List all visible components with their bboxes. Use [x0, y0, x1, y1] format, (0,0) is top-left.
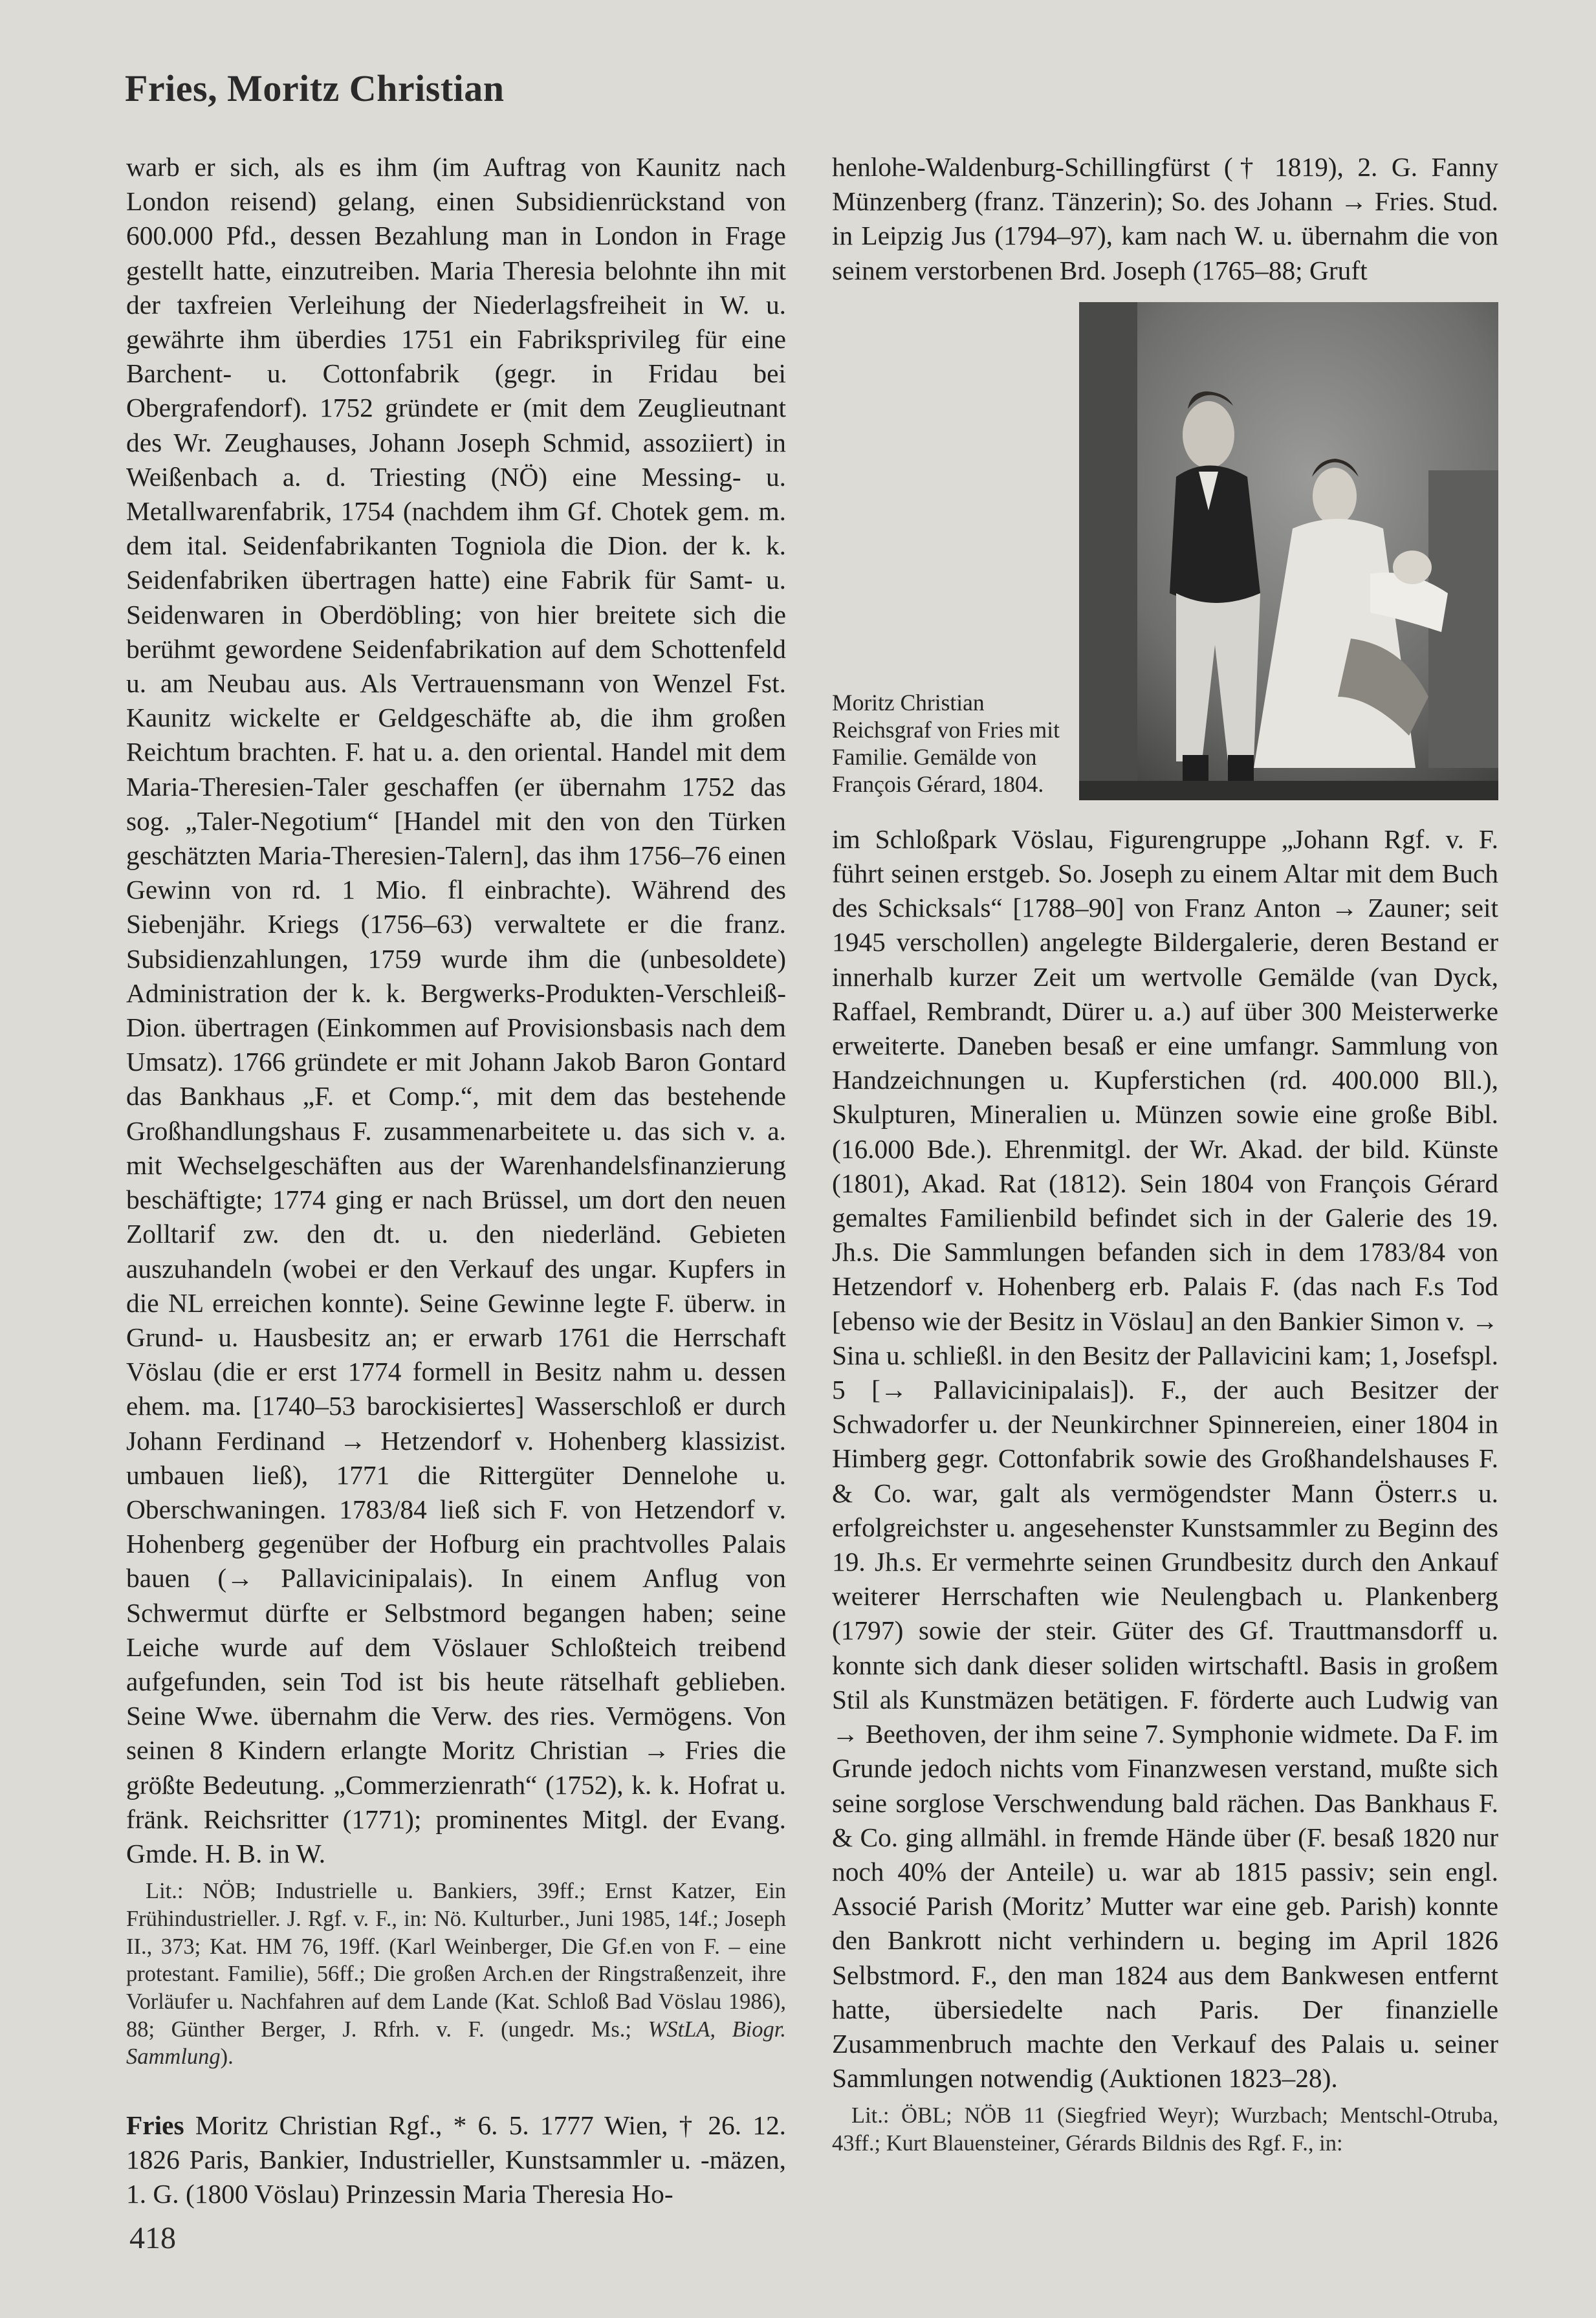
- literature-references-johann: [126, 1877, 786, 2071]
- right-column: [832, 150, 1498, 2158]
- entry-heading-moritz: [126, 2108, 786, 2212]
- article-body-johann: warb er sich, als es ihm (im Auftrag von Kaunitz nach London reisend) gelang, einen Subsidienrückstand von 600.000 Pfd., dessen Bezahlung man in London in Frage gestellt hatte, einzutreiben. Maria Theresia belohnte ihn mit der taxfreien Verleihung der Niederlagsfreiheit in W. u. gewährte ihm überdies 1751 ein Fabriksprivileg für eine Barchent- u. Cottonfabrik (gegr. in Fridau bei Obergrafendorf). 1752 gründete er (mit dem Zeuglieutnant des Wr. Zeughauses, Johann Joseph Schmid, assoziiert) in Weißenbach a. d. Triesting (NÖ) eine Messing- u. Metallwarenfabrik, 1754 (nachdem ihm Gf. Chotek gem. m. dem ital. Seidenfabrikanten Togniola die Dion. der k. k. Seidenfabriken übertragen hatte) eine Fabrik für Samt- u. Seidenwaren in Oberdöbling; von hier breitete sich die berühmt gewordene Seidenfabrikation auf dem Schottenfeld u. am Neubau aus. Als Vertrauensmann von Wenzel Fst. Kaunitz wickelte er Geldgeschäfte ab, die ihm großen Reichtum brachten. F. hat u. a. den oriental. Handel mit dem Maria-Theresien-Taler geschaffen (er übernahm 1752 das sog. „Taler-Negotium“ [Handel mit den von den Türken geschätzten Maria-Theresien-Talern], das ihm 1756–76 einen Gewinn von rd. 1 Mio. fl einbrachte). Während des Siebenjähr. Kriegs (1756–63) verwaltete er die franz. Subsidienzahlungen, 1759 wurde ihm die (unbesoldete) Administration der k. k. Bergwerks-Produkten-Verschleiß-Dion. übertragen (Einkommen auf Provisionsbasis nach dem Umsatz). 1766 gründete er mit Johann Jakob Baron Gontard das Bankhaus „F. et Comp.“, mit dem das bestehende Großhandlungshaus F. zusammenarbeitete u. das sich v. a. mit Wechselgeschäften aus der Warenhandelsfinanzierung beschäftigte; 1774 ging er nach Brüssel, um dort den neuen Zolltarif zw. den dt. u. den niederländ. Gebieten auszuhandeln (wobei er den Verkauf des ungar. Kupfers in die NL erreichen konnte). Seine Gewinne legte F. überw. in Grund- u. Hausbesitz an; er erwarb 1761 die Herrschaft Vöslau (die er erst 1774 formell in Besitz nahm u. dessen ehem. ma. [1740–53 barockisiertes] Wasserschloß er durch Johann Ferdinand → Hetzendorf v. Hohenberg klassizist. umbauen ließ), 1771 die Rittergüter Dennelohe u. Oberschwaningen. 1783/84 ließ sich F. von Hetzendorf v. Hohenberg gegenüber der Hofburg ein prachtvolles Palais bauen (→ Pallavicinipalais). In einem Anflug von Schwermut dürfte er Selbstmord begangen haben; seine Leiche wurde auf dem Vöslauer Schloßteich treibend aufgefunden, sein Tod ist bis heute rätselhaft geblieben. Seine Wwe. übernahm die Verw. des ries. Vermögens. Von seinen 8 Kindern erlangte Moritz Christian → Fries die größte Bedeutung. „Commerzienrath“ (1752), k. k. Hofrat u. fränk. Reichsritter (1771); prominentes Mitgl. der Evang. Gmde. H. B. in W.: [126, 152, 786, 1868]
- page-title: Fries, Moritz Christian: [125, 67, 505, 109]
- family-portrait-painting: [1079, 302, 1498, 800]
- entry-name: Fries: [126, 2110, 184, 2141]
- page-number: 418: [129, 2221, 176, 2255]
- literature-archive-source: WStLA, Biogr. Sammlung: [126, 2017, 786, 2070]
- literature-text: Lit.: NÖB; Industrielle u. Bankiers, 39ff.; Ernst Katzer, Ein Frühindustrieller. J. Rgf. v. F., in: Nö. Kulturber., Juni 1985, 14f.; Joseph II., 373; Kat. HM 76, 19ff. (Karl Weinberger, Die Gf.en von F. – eine protestant. Familie), 56ff.; Die großen Arch.en der Ringstraßenzeit, ihre Vorläufer u. Nachfahren auf dem Lande (Kat. Schloß Bad Vöslau 1986), 88; Günther Berger, J. Rfrh. v. F. (ungedr. Ms.;: [126, 1879, 786, 2042]
- literature-references-moritz: Lit.: ÖBL; NÖB 11 (Siegfried Weyr); Wurzbach; Mentschl-Otruba, 43ff.; Kurt Blauensteiner, Gérards Bildnis des Rgf. F., in:: [832, 2103, 1498, 2156]
- literature-end: ).: [220, 2044, 234, 2070]
- figure-caption: Moritz Christian Reichsgraf von Fries mit Familie. Gemälde von François Gérard, 1804.: [832, 689, 1060, 797]
- entry-text: Moritz Christian Rgf., * 6. 5. 1777 Wien, † 26. 12. 1826 Paris, Bankier, Industrieller, Kunstsammler u. -mäzen, 1. G. (1800 Vöslau) Prinzessin Maria Theresia Ho-: [126, 2110, 786, 2209]
- painting-image: [1079, 302, 1498, 800]
- article-body-moritz: im Schloßpark Vöslau, Figurengruppe „Johann Rgf. v. F. führt seinen erstgeb. So. Joseph zu einem Altar mit dem Buch des Schicksals“ [1788–90] von Franz Anton → Zauner; seit 1945 verschollen) angelegte Bildergalerie, deren Bestand er innerhalb kurzer Zeit um wertvolle Gemälde (van Dyck, Raffael, Rembrandt, Dürer u. a.) auf über 300 Meisterwerke erweiterte. Daneben besaß er eine umfangr. Sammlung von Handzeichnungen u. Kupferstichen (rd. 400.000 Bll.), Skulpturen, Mineralien u. Münzen sowie eine große Bibl. (16.000 Bde.). Ehrenmitgl. der Wr. Akad. der bild. Künste (1801), Akad. Rat (1812). Sein 1804 von François Gérard gemaltes Familienbild befindet sich in der Galerie des 19. Jh.s. Die Sammlungen befanden sich in dem 1783/84 von Hetzendorf v. Hohenberg erb. Palais F. (das nach F.s Tod [ebenso wie der Besitz in Vöslau] an den Bankier Simon v. → Sina u. schließl. in den Besitz der Pallavicini kam; 1, Josefspl. 5 [→ Pallavicinipalais]). F., der auch Besitzer der Schwadorfer u. der Neunkirchner Spinnereien, einer 1804 in Himberg gegr. Cottonfabrik sowie des Großhandelshauses F. & Co. war, galt als vermögendster Mann Österr.s u. erfolgreichster u. angesehenster Kunstsammler zu Beginn des 19. Jh.s. Er vermehrte seinen Grundbesitz durch den Ankauf weiterer Herrschaften wie Neulengbach u. Plankenberg (1797) sowie der steir. Güter des Gf. Trauttmansdorff u. konnte sich dank dieser soliden wirtschaftl. Basis in großem Stil als Kunstmäzen betätigen. F. förderte auch Ludwig van → Beethoven, der ihm seine 7. Symphonie widmete. Da F. im Grunde jedoch nichts vom Finanzwesen verstand, mußte sich seine sorglose Verschwendung bald rächen. Das Bankhaus F. & Co. ging allmähl. in fremde Hände über (F. besaß 1820 nur noch 40% der Anteile) u. war ab 1815 passiv; sein engl. Associé Parish (Moritz’ Mutter war eine geb. Parish) konnte den Bankrott nicht verhindern u. beging im April 1826 Selbstmord. F., den man 1824 aus dem Bankwesen entfernt hatte, übersiedelte nach Paris. Der finanzielle Zusammenbruch machte den Verkauf des Palais u. seiner Sammlungen notwendig (Auktionen 1823–28).: [832, 824, 1498, 2094]
- left-column: [126, 150, 786, 2212]
- figure: [832, 302, 1498, 800]
- article-intro-moritz: henlohe-Waldenburg-Schillingfürst († 1819), 2. G. Fanny Münzenberg (franz. Tänzerin); So. des Johann → Fries. Stud. in Leipzig Jus (1794–97), kam nach W. u. übernahm die von seinem verstorbenen Brd. Joseph (1765–88; Gruft: [832, 152, 1498, 285]
